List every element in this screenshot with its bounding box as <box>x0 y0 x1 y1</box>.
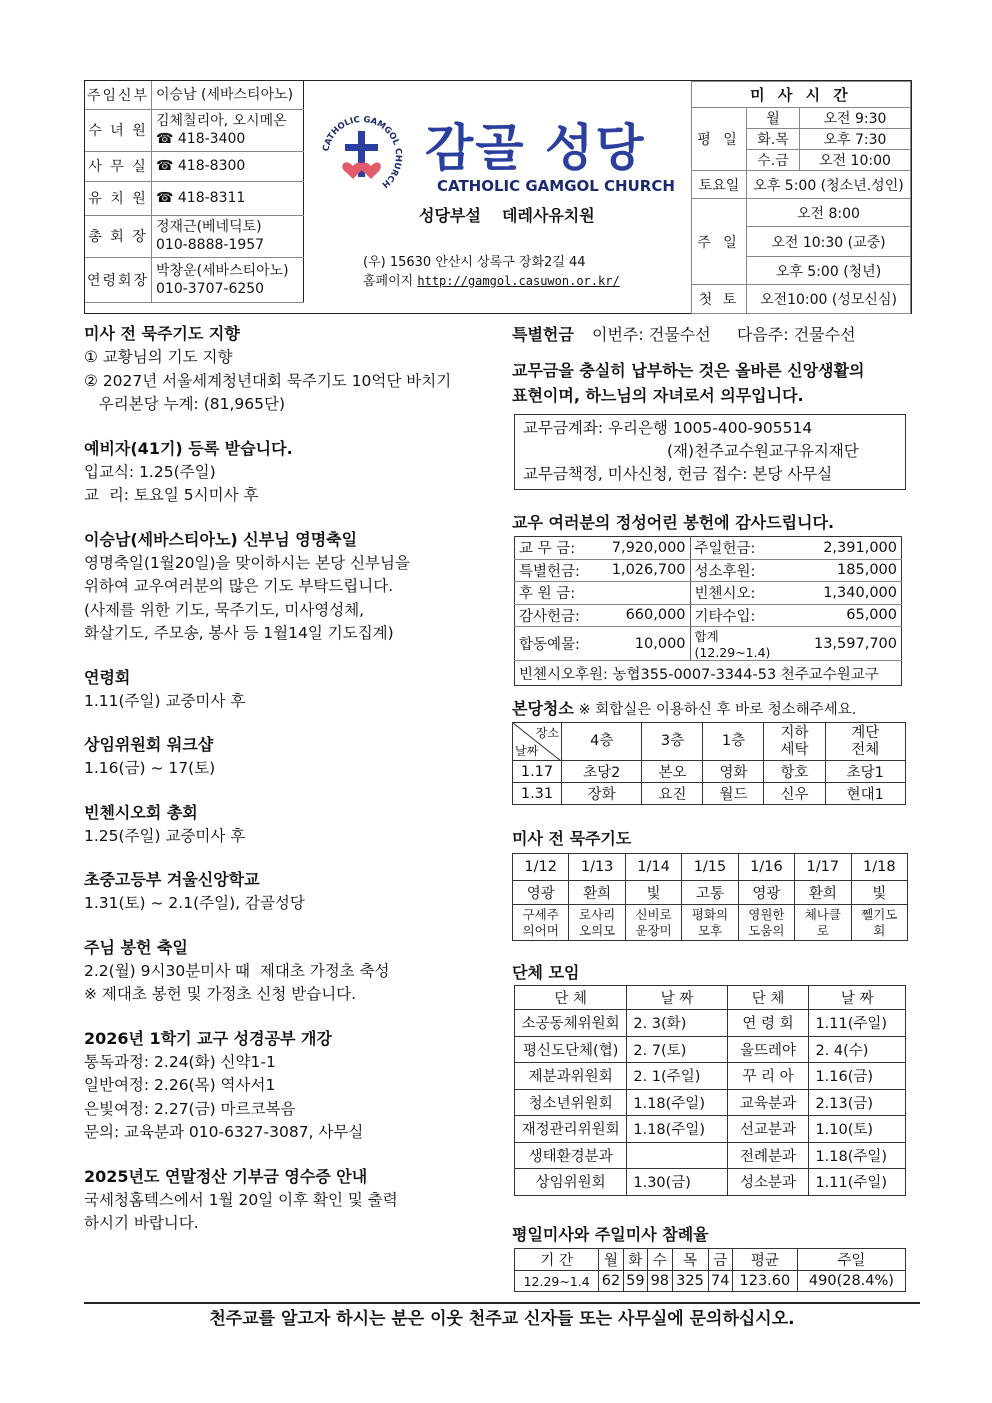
cleaning-heading <box>512 696 856 719</box>
announcement-title: 연령회 <box>84 667 131 687</box>
staff-role: 사 무 실 <box>85 151 152 181</box>
meetings-cell: 2. 7(토) <box>627 1036 727 1063</box>
cleaning-cell: 장화 <box>562 783 642 805</box>
meetings-table <box>514 985 906 1196</box>
announcement <box>84 868 494 916</box>
staff-info-line: 박창운(세바스티아노) <box>156 262 289 279</box>
finance-cell: 65,000 <box>797 604 901 627</box>
announcement-line: 우리본당 누계: (81,965단) <box>84 395 285 413</box>
staff-row <box>85 151 304 181</box>
finance-cell: 빈첸시오: <box>690 582 797 605</box>
meetings-cell: 교육분과 <box>727 1089 809 1116</box>
account-line: (재)천주교수원교구유지재단 <box>667 442 859 460</box>
rosary-cell: 1/16 <box>738 854 794 881</box>
staff-info <box>152 181 304 215</box>
staff-role: 연령회장 <box>85 257 152 302</box>
meetings-title: 단체 모임 <box>512 963 580 982</box>
staff-info <box>152 81 304 109</box>
meetings-cell: 2. 3(화) <box>627 1010 727 1037</box>
special-offering <box>512 322 856 345</box>
announcement-title: 2026년 1학기 교구 성경공부 개강 <box>84 1028 332 1048</box>
account-line: 교무금계좌: 우리은행 1005-400-905514 <box>523 419 813 437</box>
cleaning-note: ※ 회합실은 이용하신 후 바로 청소해주세요. <box>578 702 857 718</box>
homepage-line <box>363 270 620 289</box>
meetings-cell: 청소년위원회 <box>515 1089 627 1116</box>
meetings-cell <box>627 1142 727 1169</box>
meetings-cell: 선교분과 <box>727 1116 809 1143</box>
announcement-line: ① 교황님의 기도 지향 <box>84 348 233 366</box>
attendance-row <box>515 1271 906 1292</box>
staff-row <box>85 81 304 109</box>
attendance-cell: 12.29~1.4 <box>515 1271 599 1292</box>
saturday-time: 오후 5:00 (청소년.성인) <box>747 171 911 199</box>
finance-cell: 성소후원: <box>690 559 797 582</box>
finance-row <box>515 559 902 582</box>
meetings-row <box>515 1063 906 1090</box>
announcement <box>84 528 494 646</box>
staff-row <box>85 109 304 151</box>
finance-cell: 기타수입: <box>690 604 797 627</box>
first-sat-time: 오전10:00 (성모신심) <box>747 285 911 314</box>
staff-row <box>85 215 304 257</box>
attendance-cell: 325 <box>672 1271 708 1292</box>
rosary-cell: 영원한 도움의 <box>738 905 794 941</box>
mass-times-table <box>691 81 911 314</box>
finance-table <box>514 536 902 686</box>
cleaning-cell: 1.17 <box>513 761 562 783</box>
rosary-cell: 1/14 <box>625 854 681 881</box>
finance-row <box>515 537 902 560</box>
announcement <box>84 1027 494 1145</box>
saturday-label: 토요일 <box>692 171 747 199</box>
announcement-title: 상임위원회 워크샵 <box>84 735 214 754</box>
cleaning-header: 계단 전체 <box>825 723 906 761</box>
attendance-cell: 74 <box>708 1271 732 1292</box>
special-offering-next-week: 다음주: 건물수선 <box>736 325 856 344</box>
staff-info-line: 정재근(베네딕토) <box>156 219 262 235</box>
meetings-cell: 1.16(금) <box>809 1063 906 1090</box>
announcement-line: 위하여 교우여러분의 많은 기도 부탁드립니다. <box>84 577 394 595</box>
staff-info <box>152 109 304 151</box>
staff-directory <box>85 81 304 303</box>
meetings-cell: 1.10(토) <box>809 1116 906 1143</box>
special-offering-label: 특별헌금 <box>512 325 574 344</box>
finance-cell: 합계(12.29~1.4) <box>690 627 797 661</box>
announcement-title: 이승남(세바스티아노) 신부님 영명축일 <box>84 529 358 549</box>
cleaning-cell: 1.31 <box>513 783 562 805</box>
meetings-cell: 1.18(주일) <box>809 1142 906 1169</box>
meetings-header: 날 짜 <box>809 986 906 1010</box>
finance-cell: 185,000 <box>797 559 901 582</box>
meetings-row <box>515 1169 906 1196</box>
staff-info-line: 이승남 (세바스티아노) <box>156 86 294 103</box>
cleaning-row <box>513 761 906 783</box>
attendance-cell: 490(28.4%) <box>797 1271 905 1292</box>
finance-cell <box>588 582 690 605</box>
cleaning-cell: 신우 <box>764 783 825 805</box>
affiliate-label: 성당부설 <box>419 206 481 225</box>
corner-bottom: 날짜 <box>515 744 539 758</box>
cleaning-cell: 항호 <box>764 761 825 783</box>
attendance-header: 금 <box>708 1249 732 1271</box>
announcement-line: 영명축일(1월20일)을 맞이하시는 본당 신부님을 <box>84 553 410 572</box>
finance-cell: 교 무 금: <box>515 537 588 560</box>
announcement-line: ※ 제대초 봉헌 및 가정초 신청 받습니다. <box>84 985 357 1003</box>
finance-cell: 합동예물: <box>515 627 588 661</box>
staff-role: 수 녀 원 <box>85 109 152 151</box>
announcement <box>84 1165 494 1236</box>
church-logo <box>317 111 407 201</box>
staff-info-line: 010-8888-1957 <box>156 237 265 253</box>
announcement-line: (사제를 위한 기도, 묵주기도, 미사영성체, <box>84 600 365 619</box>
staff-info <box>152 257 304 302</box>
rosary-cell: 1/13 <box>569 854 625 881</box>
sunday-time: 오전 8:00 <box>747 199 911 227</box>
staff-role: 총 회 장 <box>85 215 152 257</box>
cleaning-cell: 본오 <box>642 761 703 783</box>
announcement-line: 일반여정: 2.26(목) 역사서1 <box>84 1076 276 1094</box>
finance-cell: 660,000 <box>588 604 690 627</box>
weekday-day: 월 <box>747 108 800 129</box>
cleaning-table <box>512 722 906 805</box>
finance-footer: 빈첸시오후원: 농협355-0007-3344-53 천주교수원교구 <box>519 666 879 683</box>
staff-info-line: ☎ 418-3400 <box>156 131 246 147</box>
announcement-title: 초중고등부 겨울신앙학교 <box>84 870 260 889</box>
meetings-cell: 1.11(주일) <box>809 1010 906 1037</box>
announcement-line: 1.31(토) ~ 2.1(주일), 감골성당 <box>84 894 305 912</box>
meetings-row <box>515 1116 906 1143</box>
mass-times-title: 미 사 시 간 <box>692 82 911 108</box>
meetings-header: 단 체 <box>727 986 809 1010</box>
rosary-row <box>513 905 908 941</box>
announcement-title: 미사 전 묵주기도 지향 <box>84 324 240 343</box>
announcement-line: 2.2(월) 9시30분미사 때 제대초 가정초 축성 <box>84 961 390 980</box>
announcement <box>84 666 494 714</box>
meetings-cell: 연 령 회 <box>727 1010 809 1037</box>
meetings-cell: 2. 4(수) <box>809 1036 906 1063</box>
announcements-column <box>84 322 494 1236</box>
sunday-time: 오전 10:30 (교중) <box>747 227 911 257</box>
announcement <box>84 437 494 508</box>
address: (우) 15630 안산시 상록구 장화2길 44 <box>363 255 586 270</box>
rosary-cell: 환희 <box>569 881 625 905</box>
staff-info-line: 김체칠리아, 오시메온 <box>156 113 287 129</box>
meetings-header: 날 짜 <box>627 986 727 1010</box>
weekday-day: 화.목 <box>747 129 800 150</box>
cleaning-cell: 요진 <box>642 783 703 805</box>
finance-cell: 1,340,000 <box>797 582 901 605</box>
attendance-header: 기 간 <box>515 1249 599 1271</box>
cleaning-cell: 초당2 <box>562 761 642 783</box>
meetings-cell: 소공동체위원회 <box>515 1010 627 1037</box>
staff-info <box>152 151 304 181</box>
cleaning-cell: 현대1 <box>825 783 906 805</box>
meetings-row <box>515 1010 906 1037</box>
meetings-cell: 상임위원회 <box>515 1169 627 1196</box>
cleaning-title: 본당청소 <box>512 699 574 718</box>
staff-row <box>85 257 304 302</box>
weekday-time: 오전 10:00 <box>800 150 911 171</box>
rosary-cell: 환희 <box>795 881 851 905</box>
announcement <box>84 936 494 1007</box>
attendance-cell: 59 <box>623 1271 647 1292</box>
bulletin-header <box>84 80 912 314</box>
announcement-line: 하시기 바랍니다. <box>84 1214 199 1232</box>
affiliate-name: 데레사유치원 <box>501 206 595 225</box>
cleaning-row <box>513 783 906 805</box>
staff-info <box>152 215 304 257</box>
cleaning-header: 3층 <box>642 723 703 761</box>
attendance-header: 주일 <box>797 1249 905 1271</box>
meetings-cell: 성소분과 <box>727 1169 809 1196</box>
cleaning-cell: 월드 <box>703 783 764 805</box>
special-offering-this-week: 이번주: 건물수선 <box>592 325 711 344</box>
staff-info-line: ☎ 418-8311 <box>156 190 246 206</box>
announcement-title: 2025년도 연말정산 기부금 영수증 안내 <box>84 1166 368 1186</box>
rosary-cell: 1/15 <box>682 854 738 881</box>
meetings-cell: 1.30(금) <box>627 1169 727 1196</box>
tithe-notice-line: 교무금을 충실히 납부하는 것은 올바른 신앙생활의 <box>512 361 865 380</box>
meetings-header: 단 체 <box>515 986 627 1010</box>
announcement-line: 1.11(주일) 교중미사 후 <box>84 691 246 710</box>
announcement-line: 입교식: 1.25(주일) <box>84 462 216 481</box>
announcement-line: 은빛여정: 2.27(금) 마르코복음 <box>84 1099 296 1118</box>
rosary-cell: 쩰기도 회 <box>851 905 907 941</box>
finance-row <box>515 582 902 605</box>
announcement-line: 교 리: 토요일 5시미사 후 <box>84 486 259 504</box>
announcement-line: 1.16(금) ~ 17(토) <box>84 759 216 777</box>
announcement <box>84 733 494 781</box>
staff-role: 주임신부 <box>85 81 152 109</box>
rosary-cell: 1/18 <box>851 854 907 881</box>
cleaning-cell: 초당1 <box>825 761 906 783</box>
weekday-day: 수.금 <box>747 150 800 171</box>
meetings-cell: 제분과위원회 <box>515 1063 627 1090</box>
meetings-cell: 재정관리위원회 <box>515 1116 627 1143</box>
attendance-cell: 123.60 <box>732 1271 797 1292</box>
rosary-cell: 빛 <box>625 881 681 905</box>
finance-cell: 13,597,700 <box>797 627 901 661</box>
cleaning-header-row <box>513 723 906 761</box>
announcement <box>84 801 494 849</box>
attendance-header: 목 <box>672 1249 708 1271</box>
church-name: 감골 성당 <box>425 119 646 177</box>
attendance-table <box>514 1248 906 1292</box>
attendance-header: 월 <box>599 1249 623 1271</box>
finance-cell: 특별헌금: <box>515 559 588 582</box>
announcement-line: 국세청홈텍스에서 1월 20일 이후 확인 및 출력 <box>84 1190 398 1209</box>
rosary-cell: 평화의 모후 <box>682 905 738 941</box>
staff-row <box>85 181 304 215</box>
attendance-cell: 62 <box>599 1271 623 1292</box>
church-name-en: CATHOLIC GAMGOL CHURCH <box>437 177 675 195</box>
cleaning-header: 4층 <box>562 723 642 761</box>
meetings-cell: 평신도단체(협) <box>515 1036 627 1063</box>
rosary-cell: 1/12 <box>513 854 569 881</box>
finance-cell: 후 원 금: <box>515 582 588 605</box>
svg-text:CATHOLIC GAMGOL CHURCH: CATHOLIC GAMGOL CHURCH <box>321 114 404 190</box>
announcement-line: 통독과정: 2.24(화) 신약1-1 <box>84 1052 276 1071</box>
weekday-label: 평 일 <box>692 108 747 171</box>
tithe-notice-line: 표현이며, 하느님의 자녀로서 의무입니다. <box>512 386 804 405</box>
attendance-header: 수 <box>648 1249 672 1271</box>
finance-footer-row <box>515 661 902 686</box>
announcement-line: ② 2027년 서울세계청년대회 묵주기도 10억단 바치기 <box>84 371 452 390</box>
homepage-label: 홈페이지 <box>363 274 414 289</box>
tithe-notice <box>512 358 864 408</box>
meetings-header-row <box>515 986 906 1010</box>
finance-title: 교우 여러분의 정성어린 봉헌에 감사드립니다. <box>512 513 835 532</box>
finance-cell: 2,391,000 <box>797 537 901 560</box>
affiliate-line <box>419 203 595 226</box>
weekday-time: 오전 9:30 <box>800 108 911 129</box>
staff-role: 유 치 원 <box>85 181 152 215</box>
cleaning-corner <box>513 723 562 761</box>
meetings-cell: 2. 1(주일) <box>627 1063 727 1090</box>
rosary-cell: 로사리 오의모 <box>569 905 625 941</box>
sunday-label: 주 일 <box>692 199 747 285</box>
meetings-cell: 2.13(금) <box>809 1089 906 1116</box>
attendance-header-row <box>515 1249 906 1271</box>
finance-cell: 7,920,000 <box>588 537 690 560</box>
sunday-time: 오후 5:00 (청년) <box>747 257 911 285</box>
finance-cell: 주일헌금: <box>690 537 797 560</box>
cleaning-header: 1층 <box>703 723 764 761</box>
announcement-line: 화살기도, 주모송, 봉사 등 1월14일 기도집계) <box>84 624 394 642</box>
meetings-cell: 1.11(주일) <box>809 1169 906 1196</box>
announcement-title: 빈첸시오회 총회 <box>84 802 198 822</box>
rosary-title: 미사 전 묵주기도 <box>512 829 632 848</box>
rosary-cell: 신비로 운장미 <box>625 905 681 941</box>
meetings-cell: 생태환경분과 <box>515 1142 627 1169</box>
account-line: 교무금책정, 미사신청, 헌금 접수: 본당 사무실 <box>523 465 833 483</box>
finance-row <box>515 604 902 627</box>
footer-notice: 천주교를 알고자 하시는 분은 이웃 천주교 신자들 또는 사무실에 문의하십시오. <box>209 1309 795 1329</box>
cleaning-cell: 영화 <box>703 761 764 783</box>
staff-info-line: ☎ 418-8300 <box>156 158 246 174</box>
rosary-cell: 고통 <box>682 881 738 905</box>
rosary-cell: 1/17 <box>795 854 851 881</box>
meetings-cell: 울뜨레야 <box>727 1036 809 1063</box>
meetings-cell: 1.18(주일) <box>627 1089 727 1116</box>
announcement-line: 문의: 교육분과 010-6327-3087, 사무실 <box>84 1123 364 1141</box>
account-box <box>514 414 906 490</box>
attendance-header: 평균 <box>732 1249 797 1271</box>
finance-cell: 10,000 <box>588 627 690 661</box>
corner-top: 장소 <box>535 726 559 740</box>
finance-cell: 1,026,700 <box>588 559 690 582</box>
rosary-row <box>513 854 908 881</box>
rosary-row <box>513 881 908 905</box>
meetings-row <box>515 1036 906 1063</box>
announcement-title: 예비자(41기) 등록 받습니다. <box>84 438 293 458</box>
meetings-cell: 1.18(주일) <box>627 1116 727 1143</box>
announcement-line: 1.25(주일) 교중미사 후 <box>84 826 246 845</box>
attendance-title: 평일미사와 주일미사 참례율 <box>512 1225 709 1244</box>
finance-row <box>515 627 902 661</box>
cleaning-header: 지하 세탁 <box>764 723 825 761</box>
rosary-table <box>512 853 908 941</box>
meetings-cell: 꾸 리 아 <box>727 1063 809 1090</box>
weekday-time: 오후 7:30 <box>800 129 911 150</box>
announcement <box>84 322 494 417</box>
meetings-cell: 전례분과 <box>727 1142 809 1169</box>
homepage-link[interactable]: http://gamgol.casuwon.or.kr/ <box>417 274 620 288</box>
meetings-row <box>515 1089 906 1116</box>
rosary-cell: 빛 <box>851 881 907 905</box>
rosary-cell: 영광 <box>738 881 794 905</box>
attendance-header: 화 <box>623 1249 647 1271</box>
announcement-title: 주님 봉헌 축일 <box>84 937 188 957</box>
attendance-cell: 98 <box>648 1271 672 1292</box>
meetings-row <box>515 1142 906 1169</box>
first-sat-label: 첫 토 <box>692 285 747 314</box>
rosary-cell: 체나클 로 <box>795 905 851 941</box>
finance-cell: 감사헌금: <box>515 604 588 627</box>
rosary-cell: 구세주 의어머 <box>513 905 569 941</box>
rosary-cell: 영광 <box>513 881 569 905</box>
staff-info-line: 010-3707-6250 <box>156 280 265 297</box>
